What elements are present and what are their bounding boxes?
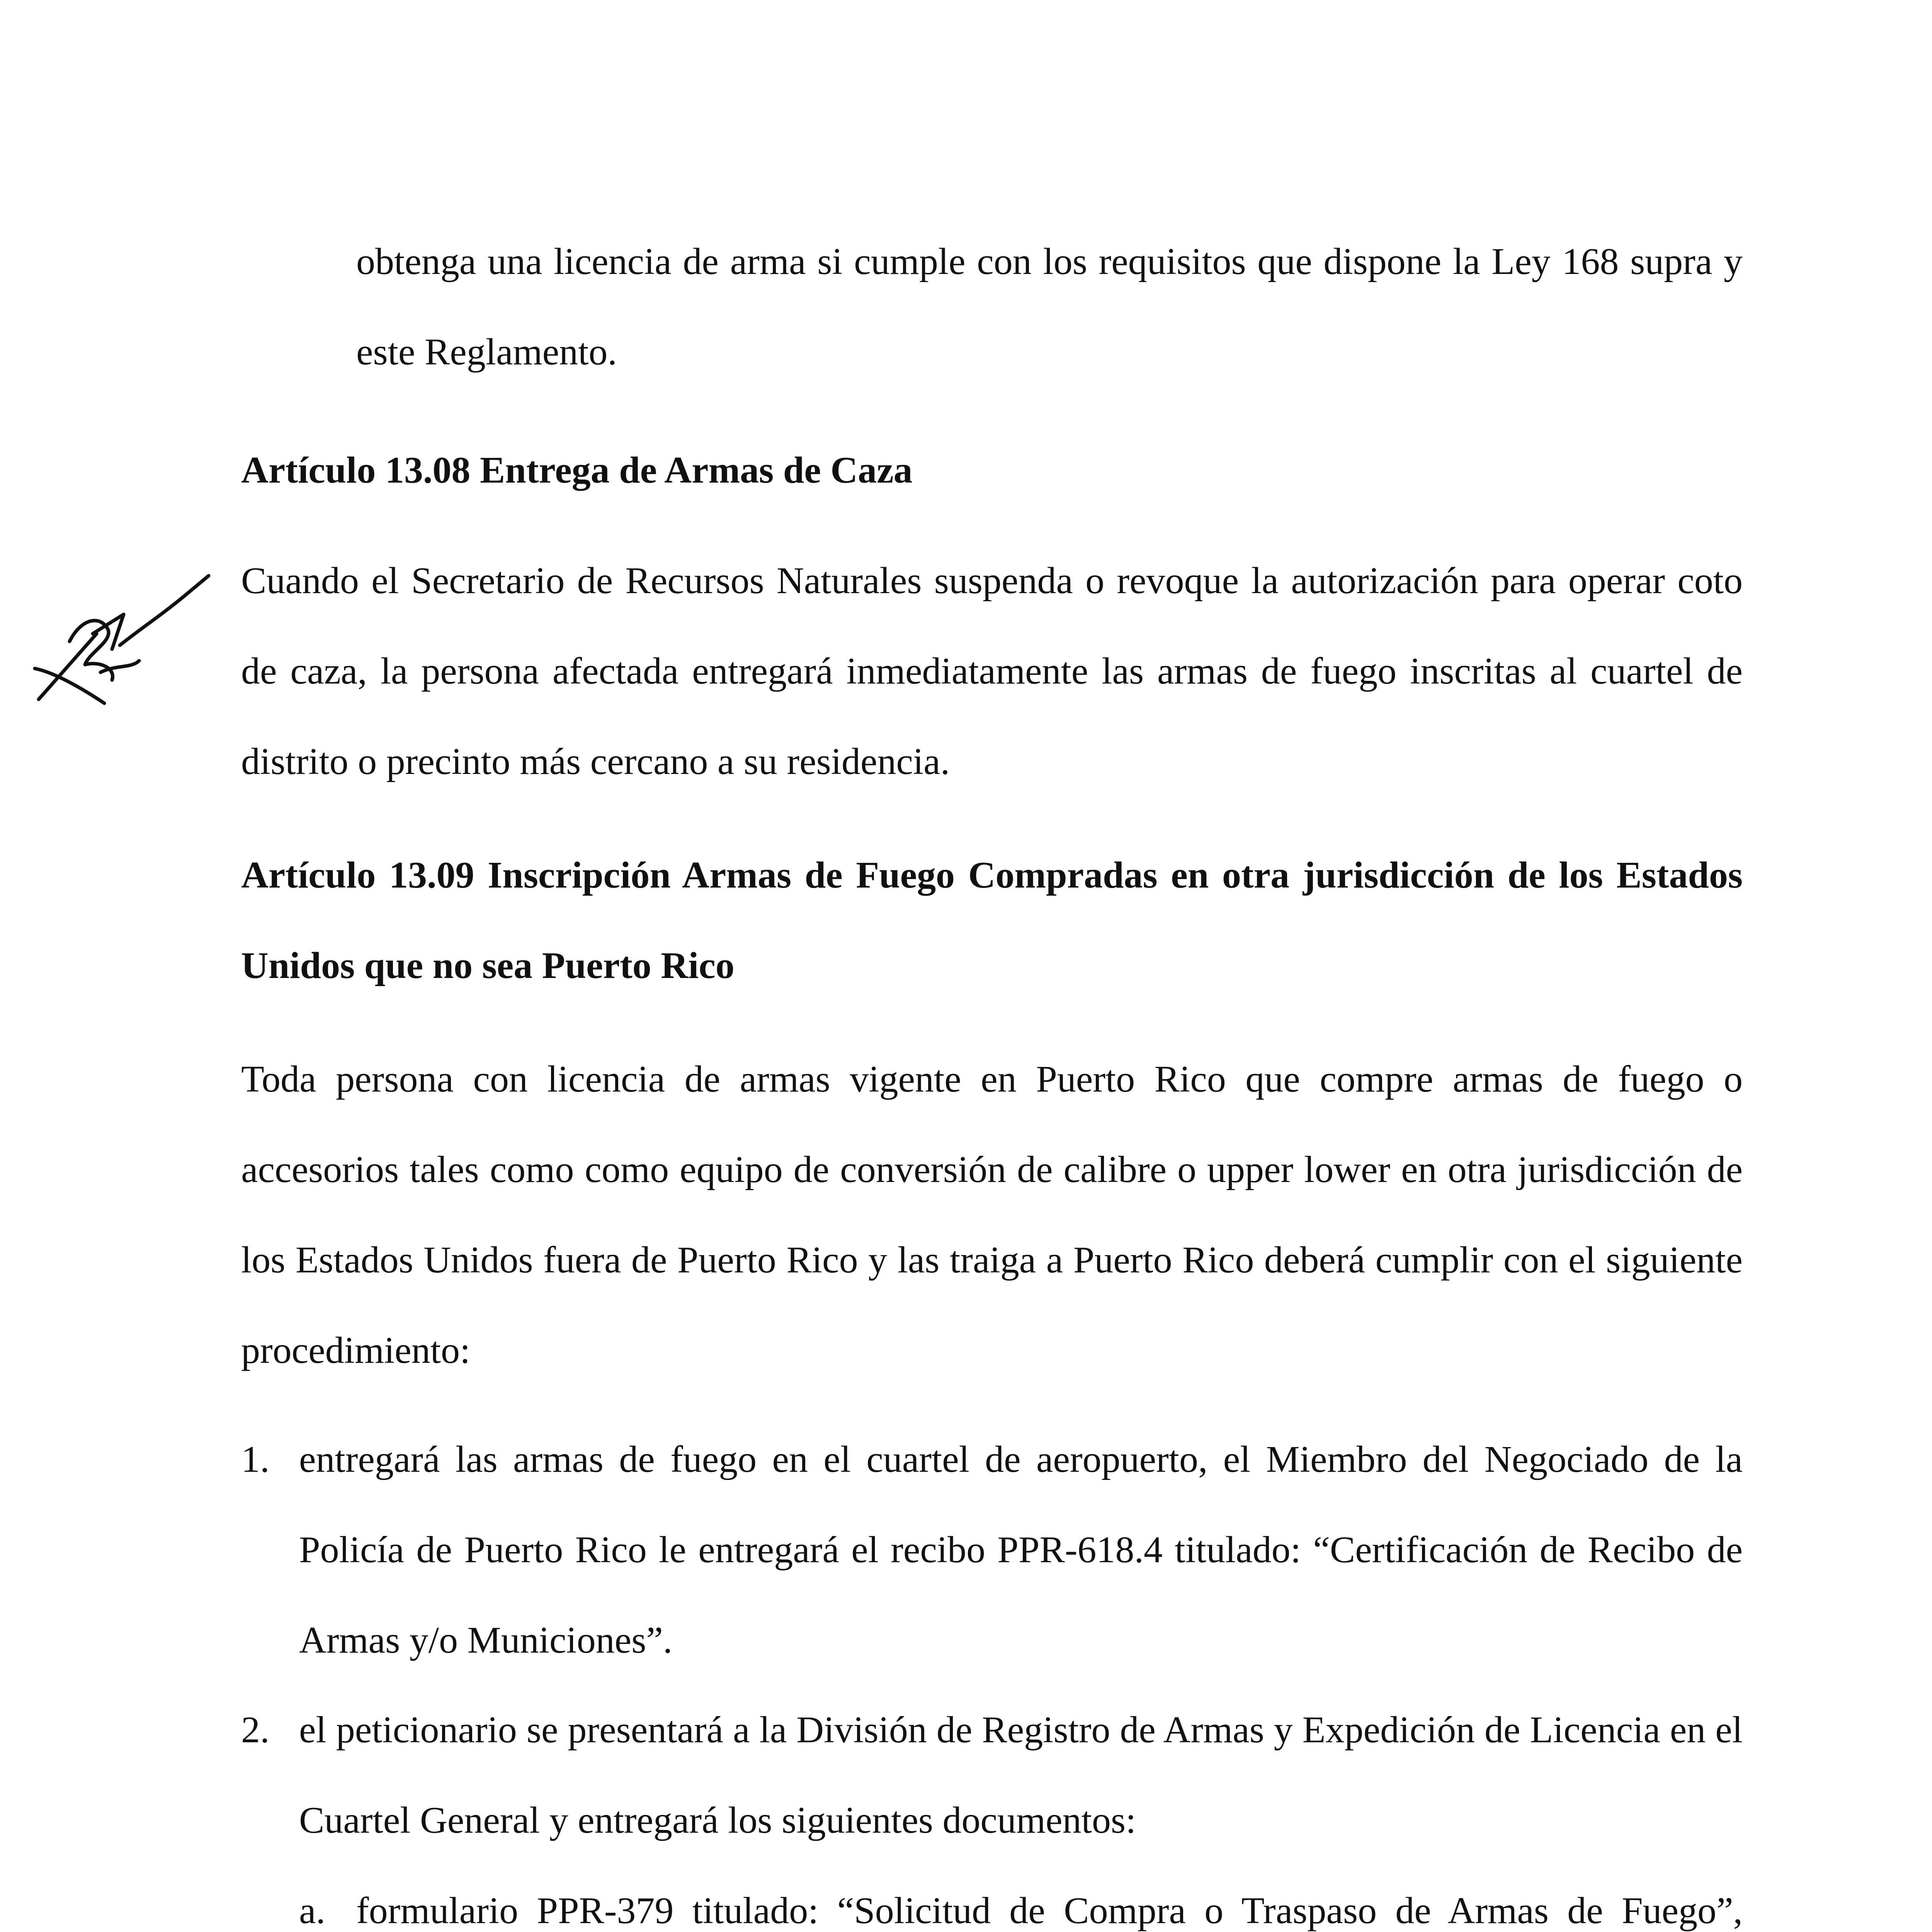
continuation-paragraph: obtenga una licencia de arma si cumple con los requisitos que dispone la Ley 168 supra y este Reglamento. bbox=[356, 241, 1743, 373]
list-item-1-text: entregará las armas de fuego en el cuartel de aeropuerto, el Miembro del Negociado de la Policía de Puerto Rico le entregará el recibo PPR-618.4 titulado: “Certificación de Recibo de Armas y/o Municiones”. bbox=[299, 1439, 1743, 1661]
subitem-a-marker: a. bbox=[299, 1890, 325, 1932]
list-item-2-text: el peticionario se presentará a la División de Registro de Armas y Expedición de Licencia en el Cuartel General y entregará los siguientes documentos: bbox=[299, 1709, 1743, 1841]
list-item-2 bbox=[241, 1685, 1743, 1866]
subitem-a-text: formulario PPR-379 titulado: “Solicitud de Compra o Traspaso de Armas de Fuego”, bbox=[356, 1890, 1743, 1932]
article-13-08-body: Cuando el Secretario de Recursos Naturales suspenda o revoque la autorización para operar coto de caza, la persona afectada entregará inmediatamente las armas de fuego inscritas al cuartel de distrito o precinto más cercano a su residencia. bbox=[241, 560, 1743, 782]
article-13-08-heading: Artículo 13.08 Entrega de Armas de Caza bbox=[241, 449, 913, 491]
list-item-2-marker: 2. bbox=[241, 1709, 270, 1751]
list-item-1-marker: 1. bbox=[241, 1439, 270, 1480]
list-item-1 bbox=[241, 1414, 1743, 1685]
subitem-a bbox=[299, 1866, 1743, 1932]
article-13-09-body: Toda persona con licencia de armas vigente en Puerto Rico que compre armas de fuego o accesorios tales como como equipo de conversión de calibre o upper lower en otra jurisdicción de los Estados Unidos fuera de Puerto Rico y las traiga a Puerto Rico deberá cumplir con el siguiente procedimiento: bbox=[241, 1058, 1743, 1371]
handwritten-initials bbox=[23, 572, 224, 711]
article-13-09-heading: Artículo 13.09 Inscripción Armas de Fuego Compradas en otra jurisdicción de los Estados Unidos que no sea Puerto Rico bbox=[241, 854, 1743, 986]
